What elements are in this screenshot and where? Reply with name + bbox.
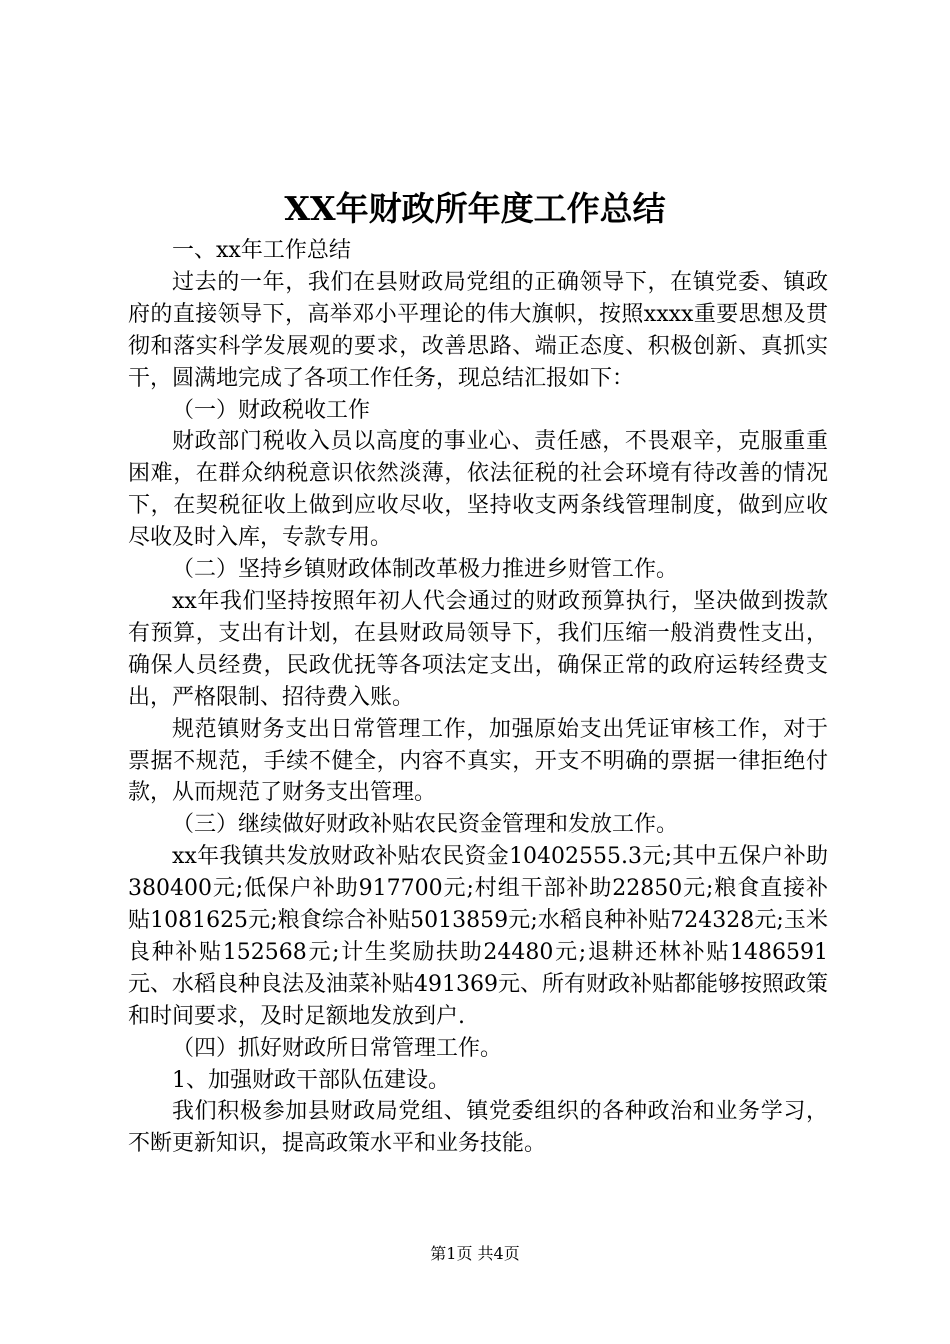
body-paragraph: 我们积极参加县财政局党组、镇党委组织的各种政治和业务学习，不断更新知识，提高政策水平和业务技能。 (128, 1099, 828, 1157)
document-title: XX年财政所年度工作总结 (284, 189, 666, 228)
subsection-heading: （三）继续做好财政补贴农民资金管理和发放工作。 (172, 812, 679, 838)
subsection-heading: （一）财政税收工作 (172, 397, 371, 423)
numbered-item: 1、加强财政干部队伍建设。 (172, 1067, 450, 1093)
body-paragraph: xx年我们坚持按照年初人代会通过的财政预算执行，坚决做到拨款有预算，支出有计划，在县财政局领导下，我们压缩一般消费性支出，确保人员经费，民政优抚等各项法定支出，确保正常的政府运转经费支出，严格限制、招待费入账。 (128, 588, 828, 710)
section-heading: 一、xx年工作总结 (172, 238, 351, 263)
body-paragraph: 过去的一年，我们在县财政局党组的正确领导下，在镇党委、镇政府的直接领导下，高举邓小平理论的伟大旗帜，按照xxxx重要思想及贯彻和落实科学发展观的要求，改善思路、端正态度、积极创新、真抓实干，圆满地完成了各项工作任务，现总结汇报如下： (128, 269, 828, 391)
body-paragraph: 规范镇财务支出日常管理工作，加强原始支出凭证审核工作，对于票据不规范，手续不健全，内容不真实，开支不明确的票据一律拒绝付款，从而规范了财务支出管理。 (128, 716, 828, 806)
body-paragraph: 财政部门税收入员以高度的事业心、责任感，不畏艰辛，克服重重困难，在群众纳税意识依然淡薄，依法征税的社会环境有待改善的情况下，在契税征收上做到应收尽收，坚持收支两条线管理制度，做到应收尽收及时入库，专款专用。 (128, 429, 828, 551)
body-paragraph: xx年我镇共发放财政补贴农民资金10402555.3元;其中五保户补助380400元;低保户补助917700元;村组干部补助22850元;粮食直接补贴1081625元;粮食综合补贴5013859元;水稻良种补贴724328元;玉米良种补贴152568元;计生奖励扶助24480元;退耕还林补贴1486591元、水稻良种良法及油菜补贴491369元、所有财政补贴都能够按照政策和时间要求，及时足额地发放到户. (128, 844, 828, 1029)
subsection-heading: （四）抓好财政所日常管理工作。 (172, 1035, 503, 1061)
page-footer: 第1页 共4页 (430, 1244, 520, 1263)
subsection-heading: （二）坚持乡镇财政体制改革极力推进乡财管工作。 (172, 557, 679, 583)
document-body (128, 235, 828, 1160)
